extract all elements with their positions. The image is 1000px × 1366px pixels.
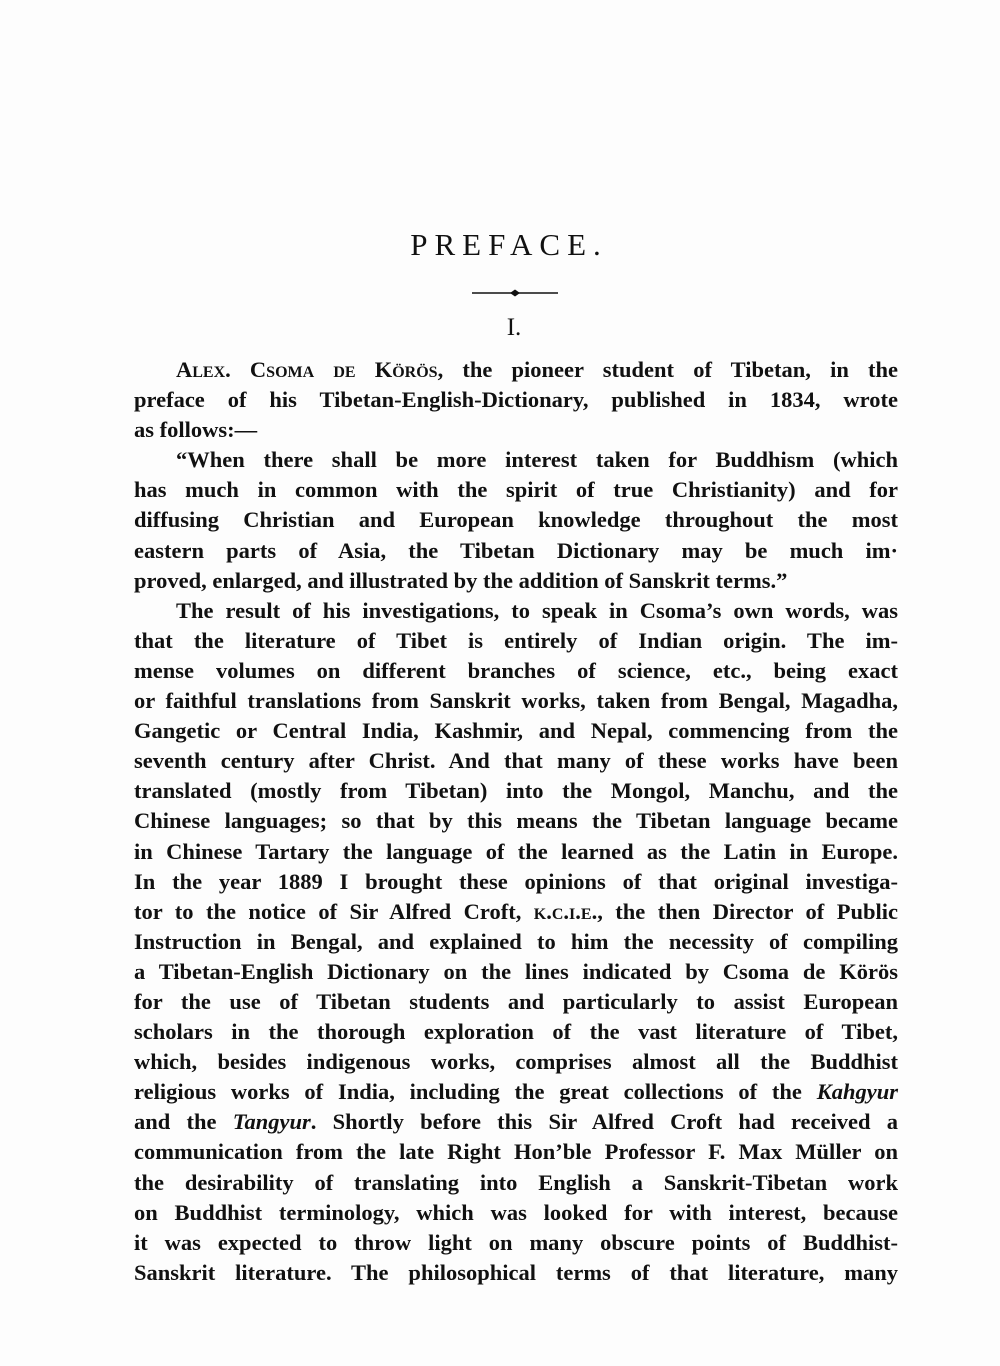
text-run: In the year 1889 I brought these opinions of that original investiga- xyxy=(134,868,898,894)
text-run: which, besides indigenous works, comprises almost all the Buddhist xyxy=(134,1049,898,1075)
text-line xyxy=(134,566,898,596)
text-line xyxy=(134,415,898,445)
text-line xyxy=(134,505,898,535)
text-line xyxy=(134,385,898,415)
text-line xyxy=(134,475,898,505)
text-line xyxy=(134,987,898,1017)
text-line xyxy=(134,806,898,836)
text-run: tor to the notice of Sir Alfred Croft, xyxy=(134,898,534,924)
text-run: “When there shall be more interest taken for Buddhism (which xyxy=(176,447,898,473)
text-line xyxy=(134,837,898,867)
text-run: eastern parts of Asia, the Tibetan Dictionary may be much im· xyxy=(134,537,898,563)
text-run: scholars in the thorough exploration of the vast literature of Tibet, xyxy=(134,1019,898,1045)
text-run: or faithful translations from Sanskrit works, taken from Bengal, Magadha, xyxy=(134,688,898,714)
text-line xyxy=(134,1047,898,1077)
text-run: it was expected to throw light on many obscure points of Buddhist- xyxy=(134,1229,898,1255)
small-caps-text: Alex. Csoma de Körös, xyxy=(176,357,444,382)
text-line xyxy=(134,1198,898,1228)
text-run: the pioneer student of Tibetan, in the xyxy=(443,357,898,382)
text-line xyxy=(134,927,898,957)
text-run: proved, enlarged, and illustrated by the addition of Sanskrit terms.” xyxy=(134,567,788,593)
text-line xyxy=(134,626,898,656)
italic-term: Tangyur xyxy=(232,1109,311,1135)
text-run: preface of his Tibetan-English-Dictionary, published in 1834, wrote xyxy=(134,387,898,413)
text-line xyxy=(134,746,898,776)
text-line xyxy=(134,867,898,897)
page-title: PREFACE. xyxy=(410,227,608,262)
text-line xyxy=(134,1258,898,1288)
text-run: religious works of India, including the great collections of the xyxy=(134,1079,817,1105)
text-run: Chinese languages; so that by this means the Tibetan language became xyxy=(134,808,898,834)
text-line xyxy=(134,1077,898,1107)
text-line xyxy=(134,1168,898,1198)
text-run: Instruction in Bengal, and explained to him the necessity of compiling xyxy=(134,928,898,954)
text-line xyxy=(134,897,898,927)
text-run: seventh century after Christ. And that many of these works have been xyxy=(134,748,898,774)
text-line xyxy=(134,656,898,686)
text-run: , the then Director of Public xyxy=(597,898,898,924)
text-run: that the literature of Tibet is entirely of Indian origin. The im- xyxy=(134,627,898,653)
text-line xyxy=(134,445,898,475)
text-line xyxy=(134,686,898,716)
text-run: mense volumes on different branches of science, etc., being exact xyxy=(134,657,898,683)
text-run: the desirability of translating into English a Sanskrit-Tibetan work xyxy=(134,1169,898,1195)
preface-body xyxy=(134,355,898,1288)
text-line xyxy=(134,1137,898,1167)
text-line xyxy=(134,776,898,806)
text-run: Gangetic or Central India, Kashmir, and Nepal, commencing from the xyxy=(134,718,898,744)
small-caps-text: k.c.i.e. xyxy=(533,898,598,924)
text-line xyxy=(134,596,898,626)
section-number: I. xyxy=(506,314,522,341)
text-run: in Chinese Tartary the language of the learned as the Latin in Europe. xyxy=(134,838,898,864)
text-line xyxy=(134,716,898,746)
divider-ornament xyxy=(470,288,560,298)
text-run: communication from the late Right Hon’ble Professor F. Max Müller on xyxy=(134,1139,898,1165)
italic-term: Kahgyur xyxy=(816,1079,898,1105)
text-run: translated (mostly from Tibetan) into the Mongol, Manchu, and the xyxy=(134,778,898,804)
text-line xyxy=(134,1017,898,1047)
text-run: has much in common with the spirit of true Christianity) and for xyxy=(134,477,898,503)
text-run: . Shortly before this Sir Alfred Croft had received a xyxy=(310,1109,898,1135)
text-run: and the xyxy=(134,1109,233,1135)
text-run: diffusing Christian and European knowledge throughout the most xyxy=(134,507,898,533)
text-run: The result of his investigations, to speak in Csoma’s own words, was xyxy=(176,597,898,623)
text-line xyxy=(134,957,898,987)
text-line xyxy=(134,1228,898,1258)
text-line xyxy=(134,536,898,566)
text-run: Sanskrit literature. The philosophical terms of that literature, many xyxy=(134,1259,898,1285)
text-run: for the use of Tibetan students and particularly to assist European xyxy=(134,988,898,1014)
text-run: a Tibetan-English Dictionary on the lines indicated by Csoma de Körös xyxy=(134,958,898,984)
text-line xyxy=(134,1107,898,1137)
text-run: as follows:— xyxy=(134,417,258,443)
text-run: on Buddhist terminology, which was looked for with interest, because xyxy=(134,1199,898,1225)
text-line xyxy=(134,355,898,385)
